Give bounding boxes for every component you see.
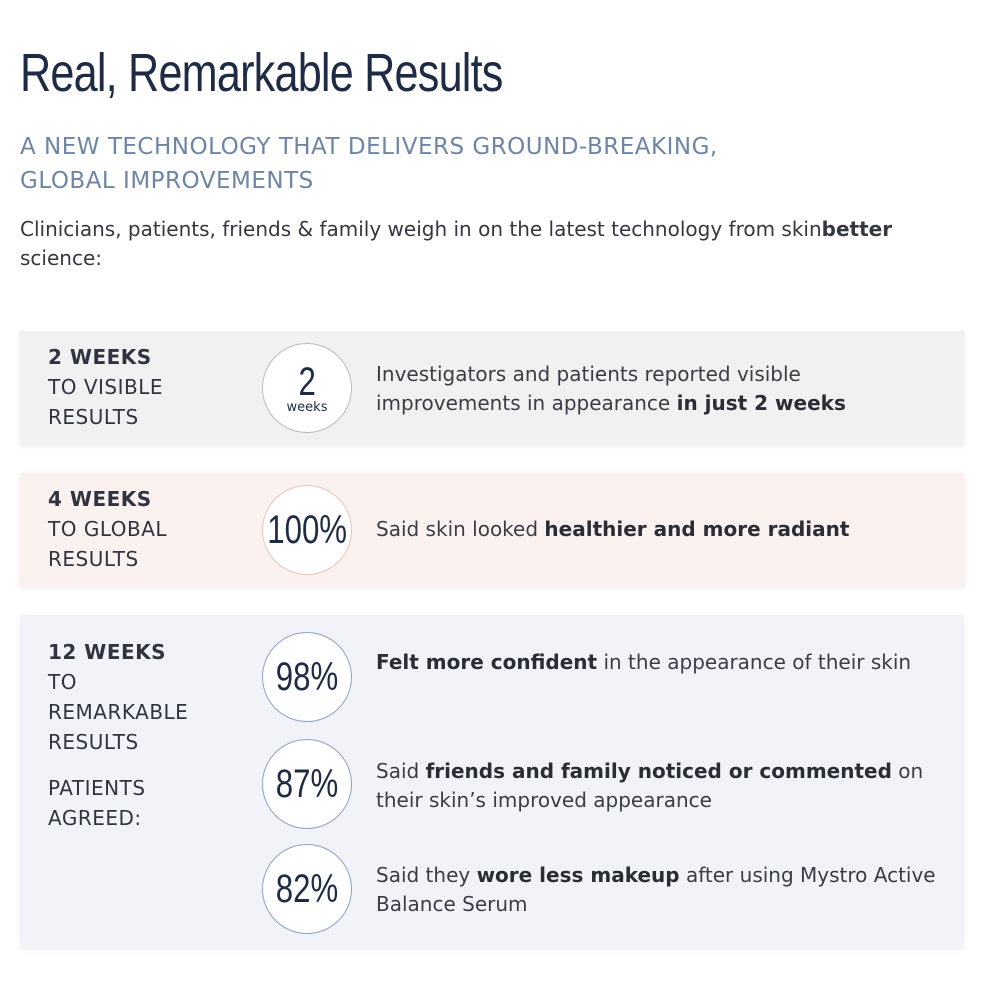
- desc-bold: healthier and more radiant: [544, 517, 850, 541]
- result-card-12-weeks: [20, 615, 964, 947]
- desc-bold: wore less makeup: [476, 863, 680, 887]
- stat-description: [376, 515, 936, 544]
- stat-value: 82%: [275, 867, 339, 911]
- stat-description: [376, 648, 936, 677]
- card-label-line: PATIENTS: [48, 776, 146, 800]
- stat-circle: [262, 632, 352, 722]
- card-label-line: 2 WEEKS: [48, 345, 152, 369]
- card-label-line: RESULTS: [48, 730, 139, 754]
- desc-plain: Said skin looked: [376, 517, 545, 541]
- stat-circle: [262, 739, 352, 829]
- intro-text: [20, 215, 950, 273]
- intro-part-2: science:: [20, 246, 102, 270]
- card-label-line: REMARKABLE: [48, 700, 189, 724]
- stat-circle: [262, 844, 352, 934]
- card-label-line: TO GLOBAL: [48, 517, 168, 541]
- card-label-line: TO: [48, 670, 77, 694]
- card-label: [48, 484, 167, 574]
- stat-value: 98%: [275, 655, 339, 699]
- stat-description: [376, 757, 936, 815]
- card-label-line: TO VISIBLE: [48, 375, 163, 399]
- intro-brand-bold: better: [821, 217, 893, 241]
- stat-description: [376, 360, 936, 418]
- patients-agreed-label: [48, 773, 146, 833]
- stat-description: [376, 861, 936, 919]
- result-card-2-weeks: [20, 331, 964, 444]
- desc-plain: on their skin’s improved appearance: [376, 759, 924, 812]
- subtitle-line-1: A NEW TECHNOLOGY THAT DELIVERS GROUND-BREAKING,: [20, 134, 718, 160]
- card-label-line: RESULTS: [48, 405, 139, 429]
- stat-unit: weeks: [286, 399, 328, 415]
- desc-plain: after using Mystro Active Balance Serum: [376, 863, 936, 916]
- result-card-4-weeks: [20, 473, 964, 586]
- subtitle-line-2: GLOBAL IMPROVEMENTS: [20, 168, 314, 194]
- stat-value: 100%: [267, 508, 347, 552]
- desc-plain-pre: Said: [376, 759, 426, 783]
- desc-plain: Investigators and patients reported visible improvements in appearance: [376, 362, 801, 415]
- desc-bold: in just 2 weeks: [676, 391, 846, 415]
- stat-circle: [262, 485, 352, 575]
- desc-bold: Felt more confident: [376, 650, 598, 674]
- card-label-line: 4 WEEKS: [48, 487, 152, 511]
- card-label-line: 12 WEEKS: [48, 640, 167, 664]
- card-label: [48, 342, 163, 432]
- card-label-line: AGREED:: [48, 806, 142, 830]
- desc-plain-pre: Said they: [376, 863, 477, 887]
- card-label: [48, 637, 188, 757]
- card-label-line: RESULTS: [48, 547, 139, 571]
- stat-value: 2: [298, 359, 316, 404]
- stat-circle: [262, 343, 352, 433]
- stat-value: 87%: [275, 762, 339, 806]
- page-title: Real, Remarkable Results: [20, 43, 503, 103]
- desc-plain: in the appearance of their skin: [597, 650, 912, 674]
- page-subtitle: [20, 130, 995, 198]
- desc-bold: friends and family noticed or commented: [425, 759, 892, 783]
- intro-part-1: Clinicians, patients, friends & family weigh in on the latest technology from skin: [20, 217, 822, 241]
